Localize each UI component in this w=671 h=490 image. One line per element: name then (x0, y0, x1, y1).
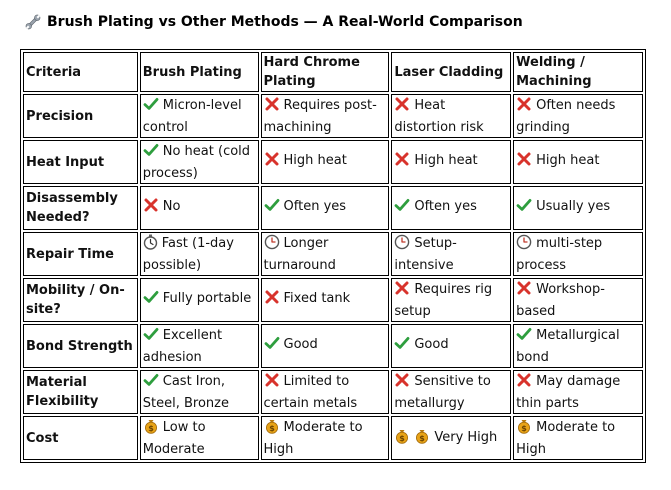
cross-icon (394, 372, 410, 394)
moneybag-icon (414, 427, 430, 450)
table-cell (391, 416, 511, 460)
cross-icon (394, 280, 410, 302)
cell-text: Fully portable (162, 291, 252, 306)
table-cell (261, 140, 390, 184)
cell-text: multi-step process (516, 235, 603, 273)
table-row (23, 370, 643, 414)
table-cell (513, 232, 643, 276)
table-row (23, 232, 643, 276)
cell-text: No (162, 199, 181, 214)
check-icon (264, 335, 280, 357)
moneybag-icon (516, 417, 532, 440)
svg-text:$: $ (419, 433, 426, 443)
column-header: Laser Cladding (391, 52, 511, 92)
cell-text: Fast (1-day possible) (142, 235, 234, 273)
cell-text: Longer turnaround (263, 235, 336, 273)
table-cell (391, 94, 511, 138)
table-cell (513, 370, 643, 414)
cross-icon (264, 289, 280, 311)
cell-text: May damage thin parts (516, 373, 621, 411)
table-cell (513, 278, 643, 322)
column-header: Welding / Machining (513, 52, 643, 92)
cell-text: High heat (283, 153, 347, 168)
table-header-row (23, 52, 643, 92)
table-cell (261, 416, 390, 460)
svg-text:$: $ (399, 433, 406, 443)
cell-text: Cast Iron, Steel, Bronze (142, 373, 229, 411)
cell-text: Often yes (414, 199, 477, 214)
table-cell (261, 324, 390, 368)
criteria-cell: Disassembly Needed? (23, 186, 138, 230)
table-cell (140, 324, 259, 368)
table-cell (261, 94, 390, 138)
check-icon (516, 326, 532, 348)
cell-text: Workshop-based (516, 281, 605, 319)
cell-text: Limited to certain metals (263, 373, 358, 411)
comparison-table (20, 49, 646, 463)
cell-text: Often needs grinding (516, 97, 616, 135)
cell-text: Usually yes (536, 199, 611, 214)
cell-text: Very High (434, 429, 498, 445)
clock-icon (394, 234, 410, 256)
check-icon (264, 197, 280, 219)
criteria-cell: Cost (23, 416, 138, 460)
table-cell (261, 370, 390, 414)
title-text: Brush Plating vs Other Methods — A Real-World Comparison (47, 14, 523, 30)
table-cell (140, 232, 259, 276)
criteria-cell: Repair Time (23, 232, 138, 276)
table-cell (261, 186, 390, 230)
check-icon (143, 326, 159, 348)
table-cell (513, 140, 643, 184)
cell-text: Excellent adhesion (142, 327, 223, 365)
cell-text: Setup-intensive (394, 235, 457, 273)
table-cell (513, 94, 643, 138)
cell-text: Moderate to High (263, 420, 363, 457)
criteria-cell: Heat Input (23, 140, 138, 184)
check-icon (394, 335, 410, 357)
table-row (23, 278, 643, 322)
cell-text: No heat (cold process) (142, 143, 251, 181)
cell-text: Requires post-machining (263, 97, 377, 135)
table-cell (391, 370, 511, 414)
table-cell (391, 140, 511, 184)
table-cell (391, 324, 511, 368)
check-icon (143, 372, 159, 394)
page-title (24, 12, 523, 32)
criteria-cell: Material Flexibility (23, 370, 138, 414)
cell-text: Heat distortion risk (394, 97, 484, 135)
cross-icon (394, 151, 410, 173)
cell-text: Moderate to High (516, 420, 616, 457)
cross-icon (264, 96, 280, 118)
cell-text: Good (414, 337, 449, 352)
moneybag-icon (264, 417, 280, 440)
table-cell (140, 416, 259, 460)
table-row (23, 140, 643, 184)
cell-text: Requires rig setup (394, 281, 493, 319)
cell-text: Fixed tank (283, 291, 351, 306)
column-header: Hard Chrome Plating (261, 52, 390, 92)
criteria-cell: Mobility / On-site? (23, 278, 138, 322)
table-cell (513, 324, 643, 368)
check-icon (143, 142, 159, 164)
cell-text: Good (283, 337, 318, 352)
column-header: Brush Plating (140, 52, 259, 92)
table-cell (140, 140, 259, 184)
cross-icon (394, 96, 410, 118)
check-icon (516, 197, 532, 219)
table-cell (261, 278, 390, 322)
cell-text: High heat (414, 153, 478, 168)
clock-icon (264, 234, 280, 256)
table-cell (140, 278, 259, 322)
svg-text:$: $ (268, 423, 275, 433)
table-row (23, 94, 643, 138)
table-cell (140, 370, 259, 414)
cell-text: Metallurgical bond (516, 327, 620, 365)
check-icon (143, 96, 159, 118)
table-cell (261, 232, 390, 276)
check-icon (394, 197, 410, 219)
table-cell (513, 186, 643, 230)
moneybag-icon (394, 427, 410, 450)
cross-icon (516, 372, 532, 394)
column-header: Criteria (23, 52, 138, 92)
moneybag-icon (143, 417, 159, 440)
cell-text: Sensitive to metallurgy (394, 373, 491, 411)
cross-icon (516, 96, 532, 118)
table-cell (513, 416, 643, 460)
wrench-icon (24, 13, 42, 31)
table-row (23, 416, 643, 460)
cross-icon (143, 197, 159, 219)
cross-icon (516, 280, 532, 302)
criteria-cell: Precision (23, 94, 138, 138)
cell-text: High heat (536, 153, 600, 168)
cell-text: Often yes (283, 199, 347, 214)
table-cell (391, 186, 511, 230)
stopwatch-icon (143, 234, 158, 256)
svg-text:$: $ (521, 423, 527, 433)
cell-text: Low to Moderate (142, 420, 206, 457)
cross-icon (264, 372, 280, 394)
table-row (23, 186, 643, 230)
cross-icon (264, 151, 280, 173)
table-cell (391, 278, 511, 322)
table-cell (391, 232, 511, 276)
table-cell (140, 186, 259, 230)
table-cell (140, 94, 259, 138)
cross-icon (516, 151, 532, 173)
svg-text:$: $ (147, 423, 154, 433)
cell-text: Micron-level control (142, 97, 242, 135)
clock-icon (516, 234, 532, 256)
check-icon (143, 289, 159, 311)
table-row (23, 324, 643, 368)
criteria-cell: Bond Strength (23, 324, 138, 368)
